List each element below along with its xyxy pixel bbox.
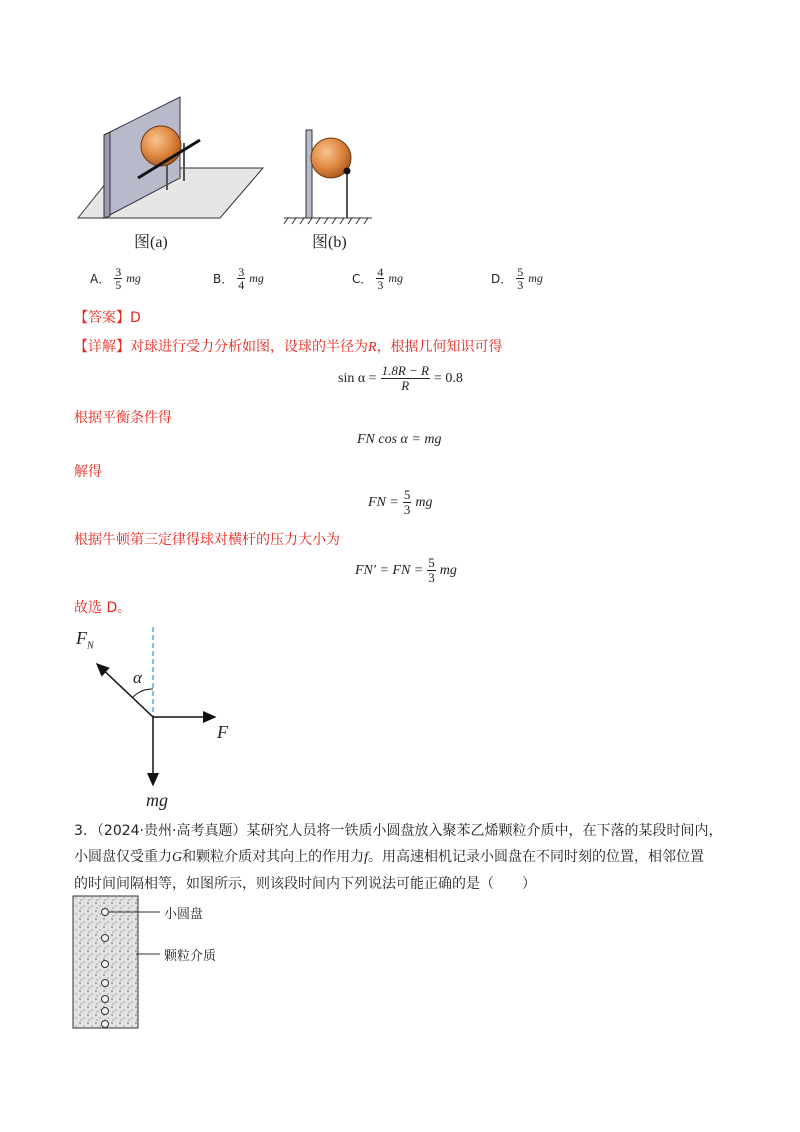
option-unit: mg [126, 271, 141, 285]
equation-2: FN cos α = mg [357, 432, 442, 447]
explanation-label: 【详解】 [74, 339, 130, 355]
option-fraction: $\frac{5}{3}$ [517, 265, 524, 292]
disc-position [102, 909, 109, 916]
explanation-line-4: 根据牛顿第三定律得球对横杆的压力大小为 [74, 532, 340, 548]
granular-medium-figure [70, 893, 160, 1031]
option-fraction: $\frac{3}{5}$ [115, 265, 122, 292]
equation-3: FN = $\frac{5}{3}$ mg [368, 487, 433, 517]
label-fn: $F_N$ [76, 628, 94, 652]
label-disc: 小圆盘 [164, 907, 204, 922]
label-f: F [217, 722, 228, 742]
disc-position [102, 996, 109, 1003]
disc-position [102, 935, 109, 942]
label-medium: 颗粒介质 [164, 949, 217, 964]
question-number: 3． [74, 823, 97, 839]
option-c[interactable] [352, 266, 403, 291]
disc-position [102, 980, 109, 987]
question-3 [74, 818, 754, 897]
answer-label: 【答案】 [74, 310, 130, 326]
option-d[interactable] [491, 266, 543, 291]
question-3-line-2: 小圆盘仅受重力G和颗粒介质对其向上的作用力f。用高速相机记录小圆盘在不同时刻的位置，相邻位置 [74, 849, 705, 865]
explanation-line-3: 解得 [74, 464, 102, 480]
option-a[interactable] [90, 266, 141, 291]
option-letter: A． [90, 272, 111, 286]
equation-1: sin α = $\frac{1.8R - R}{R}$ = 0.8 [338, 363, 463, 393]
question-3-line-1: 3．（2024·贵州·高考真题）某研究人员将一铁质小圆盘放入聚苯乙烯颗粒介质中，在下落的某段时间内， [74, 823, 723, 839]
figure-a [70, 95, 270, 225]
figure-a-caption: 图(a) [134, 234, 168, 251]
explanation-line-5: 故选 D。 [74, 600, 132, 616]
figure-b [280, 125, 380, 225]
label-alpha: α [133, 668, 142, 687]
equation-4: FN′ = FN = $\frac{5}{3}$ mg [355, 555, 457, 585]
disc-position [102, 961, 109, 968]
option-unit: mg [388, 271, 404, 285]
disc-position [102, 1008, 109, 1015]
option-unit: mg [528, 271, 543, 285]
question-source: （2024·贵州·高考真题） [96, 823, 247, 839]
disc-position [102, 1021, 109, 1028]
explanation-line-1: 【详解】对球进行受力分析如图，设球的半径为R，根据几何知识可得 [74, 339, 503, 355]
option-letter: D． [491, 272, 513, 286]
option-letter: C． [352, 272, 373, 286]
option-letter: B． [213, 272, 234, 286]
question-3-line-3: 的时间间隔相等，如图所示，则该段时间内下列说法可能正确的是（ ） [74, 876, 536, 892]
option-fraction: $\frac{3}{4}$ [238, 265, 245, 292]
angle-arc [133, 689, 153, 697]
figure-b-caption: 图(b) [312, 234, 347, 251]
explanation-line-2: 根据平衡条件得 [74, 410, 172, 426]
label-mg: mg [146, 790, 168, 810]
answer-value: D [130, 310, 141, 326]
option-fraction: $\frac{4}{3}$ [377, 265, 384, 292]
option-b[interactable] [213, 266, 264, 291]
option-unit: mg [249, 271, 264, 285]
force-diagram [70, 622, 270, 812]
answer-line [74, 308, 141, 328]
